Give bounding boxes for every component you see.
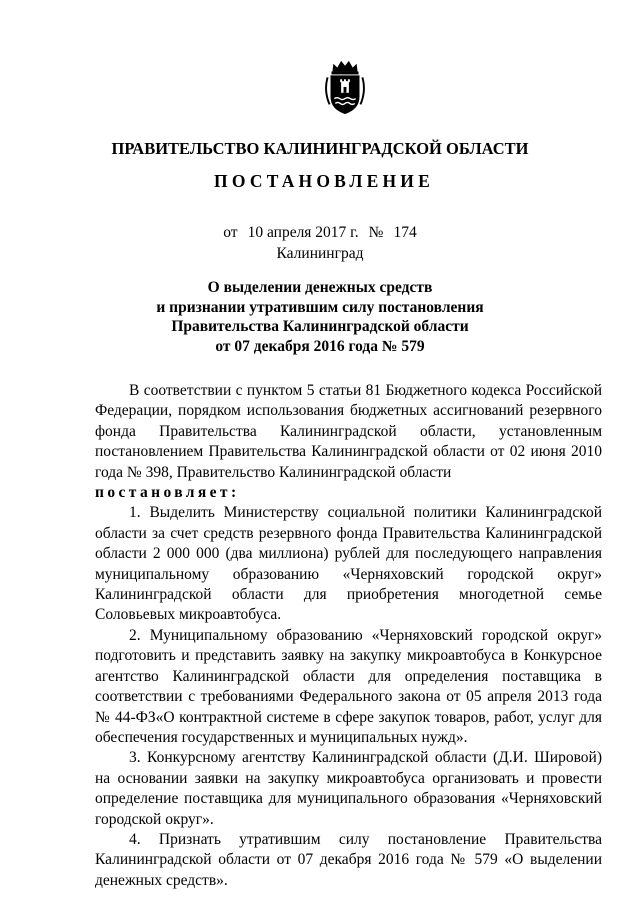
preamble-paragraph: В соответствии с пунктом 5 статьи 81 Бюджетного кодекса Российской Федерации, порядком использования бюджетных ассигнований резервного фонда Правительства Калининградской области, установленным постановлением Правительства Калининградской области от 02 июня 2010 года № 398, Правительство Калининградской области	[95, 382, 602, 481]
document-body	[95, 381, 602, 891]
resolves-word: постановляет:	[95, 484, 240, 502]
organization-name: ПРАВИТЕЛЬСТВО КАЛИНИНГРАДСКОЙ ОБЛАСТИ	[111, 139, 529, 158]
clause-paragraph: 1. Выделить Министерству социальной политики Калининградской области за счет средств резервного фонда Правительства Калининградской области 2 000 000 (два миллиона) рублей для последующего направления муниципальному образованию «Черняховский городской округ» Калининградской области для приобретения многодетной семье Соловьевых микроавтобуса.	[95, 504, 602, 624]
document-date: 10 апреля 2017 г.	[247, 224, 359, 241]
document-number: 174	[393, 224, 417, 241]
clause-paragraph: 2. Муниципальному образованию «Черняховский городской округ» подготовить и представить заявку на закупку микроавтобуса в Конкурсное агентство Калининградской области для определения поставщика в соответствии с требованиями Федерального закона от 05 апреля 2013 года № 44-ФЗ«О контрактной системе в сфере закупок товаров, работ, услуг для обеспечения государственных и муниципальных нужд».	[95, 626, 602, 746]
clause-paragraph: 4. Признать утратившим силу постановление Правительства Калининградской области от 07 декабря 2016 года № 579 «О выделении денежных средств».	[95, 830, 602, 889]
clause-paragraph: 3. Конкурсному агентству Калининградской области (Д.И. Шировой) на основании заявки на закупку микроавтобуса организовать и провести определение поставщика для муниципального образования «Черняховский городской округ».	[95, 749, 602, 828]
coat-of-arms-icon	[316, 58, 374, 116]
number-sign: №	[368, 224, 384, 241]
title-line: О выделении денежных средств	[207, 279, 433, 296]
city: Калининград	[276, 245, 364, 262]
document-title	[0, 278, 640, 356]
date-prefix: от	[223, 224, 238, 241]
resolves-line	[95, 483, 602, 503]
title-line: Правительства Калининградской области	[171, 318, 469, 335]
document-type: ПОСТАНОВЛЕНИЕ	[214, 171, 434, 191]
title-line: и признании утратившим силу постановления	[156, 298, 484, 316]
date-line	[0, 224, 640, 242]
title-line: от 07 декабря 2016 года № 579	[215, 337, 425, 355]
